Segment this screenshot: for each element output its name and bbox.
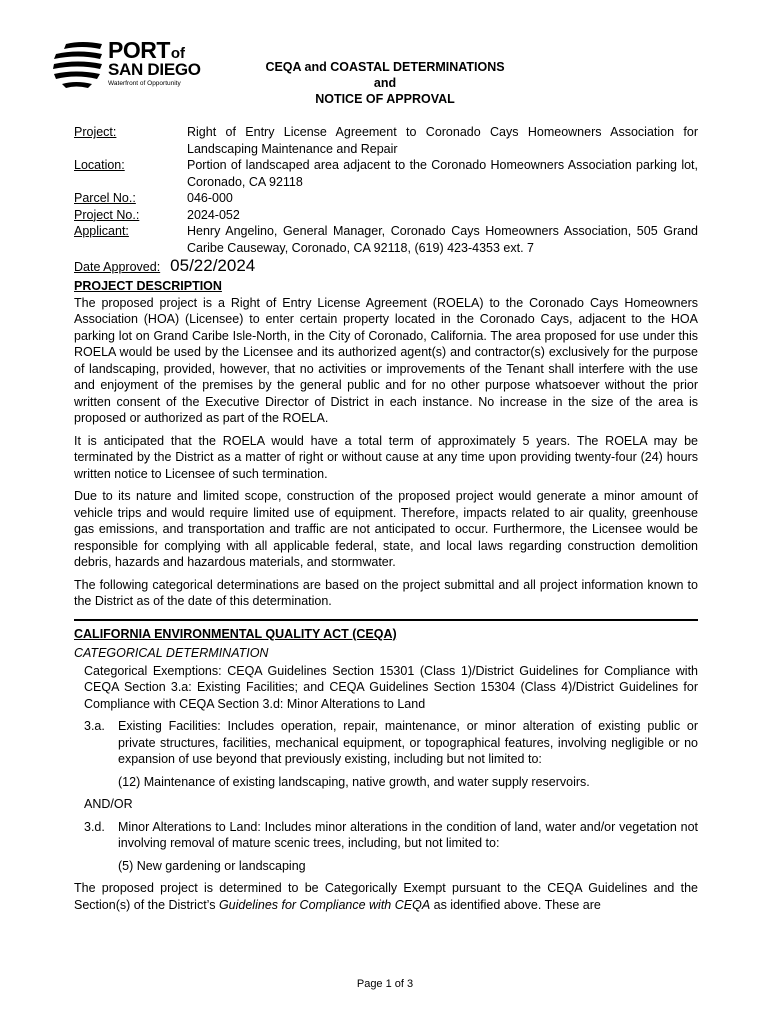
field-value: 2024-052 [187, 207, 240, 222]
title-line-2: and [373, 76, 397, 90]
description-paragraph: It is anticipated that the ROELA would have a total term of approximately 5 years. The ROELA may be terminated by the District as a matter of right or without cause at any time upon providing twenty-four (24) hours written notice to Licensee of such termination. [74, 433, 698, 481]
description-paragraph: The following categorical determinations are based on the project submittal and all project information known to the District as of the date of this determination. [74, 577, 698, 608]
port-logo [52, 37, 202, 90]
ceqa-item-3d-subitem: (5) New gardening or landscaping [118, 858, 306, 873]
field-label: Parcel No.: [74, 191, 136, 205]
field-applicant [74, 223, 698, 256]
field-project [74, 124, 698, 157]
field-value: 046-000 [187, 191, 233, 205]
field-label: Location: [74, 158, 125, 172]
field-value: Henry Angelino, General Manager, Coronado Cays Homeowners Association, 505 Grand Caribe Causeway, Coronado, CA 92118, (619) 423-4353 ext. 7 [187, 224, 698, 255]
page-number: Page 1 of 3 [356, 978, 414, 990]
item-number: 3.d. [84, 819, 105, 834]
ceqa-heading: CALIFORNIA ENVIRONMENTAL QUALITY ACT (CEQA) [74, 626, 397, 641]
section-divider [74, 619, 698, 621]
document-body [74, 278, 698, 919]
description-paragraph: Due to its nature and limited scope, construction of the proposed project would generate a minor amount of vehicle trips and would require limited use of equipment. Therefore, impacts related to air quality, greenhouse gas emissions, and transportation and traffic are not anticipated to occur. Furthermore, the Licensee would be responsible for complying with all applicable federal, state, and local laws regarding construction demolition debris, hazards and hazardous materials, and stormwater. [74, 489, 698, 569]
ceqa-item-3a-subitem: (12) Maintenance of existing landscaping, native growth, and water supply reservoirs. [118, 774, 590, 789]
project-description-heading: PROJECT DESCRIPTION [74, 279, 222, 293]
field-label: Project No.: [74, 207, 140, 222]
wave-emblem-icon [52, 40, 104, 90]
and-or-text: AND/OR [84, 797, 133, 811]
guidelines-title: Guidelines for Compliance with CEQA [218, 897, 431, 912]
field-value: Portion of landscaped area adjacent to the Coronado Homeowners Association parking lot, Coronado, CA 92118 [187, 158, 698, 189]
title-line-1: CEQA and COASTAL DETERMINATIONS [265, 60, 505, 74]
field-date-approved [74, 258, 698, 276]
ceqa-subheading: CATEGORICAL DETERMINATION [74, 646, 269, 660]
document-title [185, 59, 585, 107]
date-approved-value: 05/22/2024 [170, 256, 256, 275]
item-text: Existing Facilities: Includes operation, repair, maintenance, or minor alteration of existing public or private structures, facilities, mechanical equipment, or topographical features, involving negligible or no expansion of use beyond that previously existing, including but not limited to: [118, 719, 698, 766]
item-number: 3.a. [84, 719, 105, 733]
logo-san-diego: SAN DIEGO [108, 60, 201, 79]
ceqa-item-3a [84, 718, 698, 768]
title-line-3: NOTICE OF APPROVAL [315, 92, 455, 106]
project-fields [74, 124, 698, 276]
ceqa-closing-paragraph: The proposed project is determined to be Categorically Exempt pursuant to the CEQA Guidelines and the Section(s) of the District’s Guidelines for Compliance with CEQA as identified above. These are [74, 881, 698, 912]
item-text: Minor Alterations to Land: Includes minor alterations in the condition of land, water and/or vegetation not involving removal of mature scenic trees, including, but not limited to: [118, 819, 698, 850]
field-label: Project: [74, 125, 117, 139]
description-paragraph: The proposed project is a Right of Entry License Agreement (ROELA) to the Coronado Cays Homeowners Association (HOA) (Licensee) to enter certain property located in the Coronado Cays, adjacent to the HOA parking lot on Grand Caribe Isle-North, in the City of Coronado, California. The area proposed for use under this ROELA would be used by the Licensee and its authorized agent(s) and contractor(s) exclusively for the purpose of landscaping, provided, however, that no activities or improvements of the Tenant shall interfere with the use and enjoyment of the premises by the general public and for no other purpose whatsoever without the prior written consent of the Executive Director of District in each instance. No increase in the size of the area is proposed or authorized as part of the ROELA. [74, 295, 698, 425]
field-project-no [74, 207, 698, 224]
logo-port: PORTof [108, 37, 186, 63]
ceqa-item-3d [84, 819, 698, 852]
field-label: Applicant: [74, 224, 129, 238]
ceqa-exemptions: Categorical Exemptions: CEQA Guidelines Section 15301 (Class 1)/District Guidelines for Compliance with CEQA Section 3.a: Existing Facilities; and CEQA Guidelines Section 15304 (Class 4)/District Guidelines for Compliance with CEQA Section 3.d: Minor Alterations to Land [84, 663, 698, 711]
field-value: Right of Entry License Agreement to Coronado Cays Homeowners Association for Landscaping Maintenance and Repair [187, 125, 698, 156]
field-parcel-no [74, 190, 698, 207]
date-approved-label: Date Approved: [74, 260, 161, 274]
field-location [74, 157, 698, 190]
logo-tagline: Waterfront of Opportunity [108, 80, 181, 87]
